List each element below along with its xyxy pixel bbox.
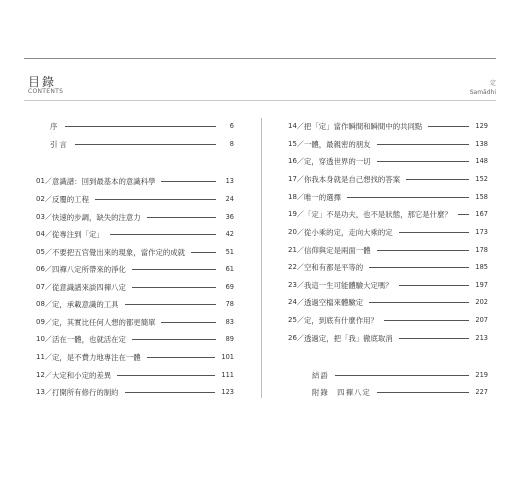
leader-line	[377, 392, 470, 393]
leader-line	[399, 338, 470, 339]
toc-entry	[288, 244, 488, 256]
chapter-number: 16／	[288, 157, 304, 165]
header-rule	[24, 100, 496, 101]
chapter-title: 你我本身就是自己想找的答案	[304, 174, 401, 184]
chapter-title: 定，其實比任何人想的都更簡單	[52, 317, 156, 327]
toc-entry	[36, 193, 234, 205]
page-number: 129	[475, 122, 488, 130]
chapter-number: 15／	[288, 140, 304, 148]
leader-line	[132, 339, 216, 340]
page-number: 158	[475, 193, 488, 201]
chapter-number: 20／	[288, 228, 304, 236]
chapter-number: 14／	[288, 122, 304, 130]
leader-line	[335, 375, 470, 376]
toc-entry	[288, 314, 488, 326]
chapter-number: 04／	[36, 230, 52, 238]
leader-line	[369, 302, 469, 303]
chapter-title: 不要把五官覺出來的現象，當作定的成就	[52, 247, 186, 257]
chapter-title: 信仰與定是兩面一體	[304, 245, 371, 255]
chapter-title: 從小乘的定，走向大乘的定	[304, 227, 393, 237]
toc-entry	[36, 333, 234, 345]
toc-entry	[36, 228, 234, 240]
chapter-title: 反覆的工程	[52, 194, 89, 204]
chapter-number: 21／	[288, 246, 304, 254]
leader-line	[377, 161, 470, 162]
chapter-title: 活在一體，也就活在定	[52, 334, 126, 344]
leader-line	[117, 375, 215, 376]
chapter-number: 22／	[288, 263, 304, 271]
toc-entry	[36, 298, 234, 310]
book-title-cn: 定	[489, 80, 496, 87]
chapter-number: 01／	[36, 177, 52, 185]
toc-entry	[36, 351, 234, 363]
chapter-title: 定，承載意識的工具	[52, 299, 119, 309]
chapter-title: 空和有都是平等的	[304, 262, 364, 272]
page-number: 185	[475, 263, 488, 271]
leader-line	[110, 234, 216, 235]
toc-entry	[288, 226, 488, 238]
toc-entry	[288, 173, 488, 185]
page-title: 目錄	[28, 75, 57, 89]
leader-line	[161, 181, 216, 182]
page-number: 61	[225, 265, 234, 273]
chapter-title: 定，到底有什麼作用？	[304, 315, 378, 325]
toc-entry	[288, 208, 488, 220]
chapter-number: 24／	[288, 298, 304, 306]
leader-line	[399, 285, 470, 286]
page-number: 111	[221, 371, 234, 379]
toc-entry	[288, 191, 488, 203]
chapter-number: 06／	[36, 265, 52, 273]
toc-entry	[288, 120, 488, 132]
page-number: 202	[475, 298, 488, 306]
leader-line	[191, 252, 216, 253]
page-number: 83	[225, 318, 234, 326]
chapter-title: 透過空檔來體驗定	[304, 297, 364, 307]
toc-entry	[288, 155, 488, 167]
chapter-number: 09／	[36, 318, 52, 326]
toc-entry	[288, 261, 488, 273]
toc-entry	[288, 138, 488, 150]
chapter-number: 10／	[36, 335, 52, 343]
page-number: 227	[475, 388, 488, 396]
chapter-number: 02／	[36, 195, 52, 203]
chapter-number: 19／	[288, 210, 304, 218]
chapter-title: 定，是不費力地專注在一體	[52, 352, 141, 362]
page-subtitle: CONTENTS	[28, 88, 64, 95]
page-number: 78	[225, 300, 234, 308]
leader-line	[147, 357, 216, 358]
chapter-title: 意識譜：回到最基本的意識科學	[52, 176, 156, 186]
toc-entry	[36, 263, 234, 275]
toc-entry	[36, 386, 234, 398]
chapter-title: 唯一的選擇	[304, 192, 341, 202]
chapter-title: 透過定，把「我」徹底取消	[304, 333, 393, 343]
chapter-title: 一體，最親密的朋友	[304, 139, 371, 149]
toc-entry	[36, 120, 234, 132]
page-number: 101	[221, 353, 234, 361]
page-number: 152	[475, 175, 488, 183]
toc-entry	[36, 369, 234, 381]
page-number: 36	[225, 213, 234, 221]
leader-line	[95, 199, 216, 200]
top-rule	[24, 58, 496, 59]
leader-line	[147, 217, 216, 218]
leader-line	[132, 287, 216, 288]
chapter-number: 11／	[36, 353, 52, 361]
chapter-number: 23／	[288, 281, 304, 289]
leader-line	[347, 197, 469, 198]
leader-line	[369, 267, 469, 268]
chapter-number: 18／	[288, 193, 304, 201]
leader-line	[161, 322, 216, 323]
page-number: 24	[225, 195, 234, 203]
column-divider	[261, 118, 262, 398]
toc-entry	[288, 369, 488, 381]
chapter-title: 四禪八定所帶來的淨化	[52, 264, 126, 274]
leader-line	[125, 304, 216, 305]
chapter-title: 大定和小定的差異	[52, 370, 112, 380]
book-title-block	[470, 79, 496, 97]
page-number: 167	[475, 210, 488, 218]
chapter-title: 序	[50, 121, 60, 131]
book-title-en: Samādhi	[469, 89, 496, 96]
page-number: 219	[475, 371, 488, 379]
toc-entry	[36, 316, 234, 328]
chapter-title: 結語	[312, 370, 329, 380]
leader-line	[458, 214, 470, 215]
chapter-title: 「定」不是功夫，也不是狀態，那它是什麼？	[304, 209, 452, 219]
toc-entry	[288, 386, 488, 398]
page-number: 42	[225, 230, 234, 238]
chapter-number: 07／	[36, 283, 52, 291]
chapter-number: 08／	[36, 300, 52, 308]
chapter-title: 定，穿透世界的一切	[304, 156, 371, 166]
leader-line	[125, 392, 216, 393]
leader-line	[65, 126, 216, 127]
chapter-title: 把「定」當作瞬間和瞬間中的共同點	[304, 121, 423, 131]
toc-entry	[36, 281, 234, 293]
chapter-number: 13／	[36, 388, 52, 396]
chapter-title: 我這一生可能體驗大定嗎？	[304, 280, 393, 290]
chapter-number: 03／	[36, 213, 52, 221]
toc-entry	[36, 175, 234, 187]
page-number: 148	[475, 157, 488, 165]
leader-line	[384, 320, 469, 321]
page-number: 197	[475, 281, 488, 289]
page-number: 173	[475, 228, 488, 236]
chapter-title: 引言	[50, 139, 69, 149]
leader-line	[377, 144, 470, 145]
chapter-title: 從專注到「定」	[52, 229, 104, 239]
toc-entry	[36, 138, 234, 150]
leader-line	[428, 126, 469, 127]
leader-line	[377, 250, 470, 251]
chapter-title: 附錄 四禪八定	[312, 387, 371, 397]
chapter-number: 17／	[288, 175, 304, 183]
leader-line	[399, 232, 470, 233]
toc-entry	[288, 332, 488, 344]
page-number: 51	[225, 248, 234, 256]
leader-line	[75, 144, 216, 145]
page-number: 178	[475, 246, 488, 254]
page-number: 213	[475, 334, 488, 342]
page-number: 13	[225, 177, 234, 185]
page-number: 69	[225, 283, 234, 291]
chapter-number: 25／	[288, 316, 304, 324]
chapter-number: 05／	[36, 248, 52, 256]
chapter-title: 從意識譜來談四禪八定	[52, 282, 126, 292]
chapter-number: 12／	[36, 371, 52, 379]
page-number: 89	[225, 335, 234, 343]
page-number: 8	[229, 140, 234, 148]
toc-entry	[288, 296, 488, 308]
chapter-number: 26／	[288, 334, 304, 342]
leader-line	[132, 269, 216, 270]
leader-line	[406, 179, 469, 180]
page-number: 123	[221, 388, 234, 396]
page-number: 138	[475, 140, 488, 148]
page-number: 207	[475, 316, 488, 324]
page-number: 6	[229, 122, 234, 130]
chapter-title: 打開所有修行的制約	[52, 387, 119, 397]
chapter-title: 快速的步調，缺失的注意力	[52, 212, 141, 222]
toc-entry	[36, 211, 234, 223]
toc-entry	[288, 279, 488, 291]
toc-entry	[36, 246, 234, 258]
